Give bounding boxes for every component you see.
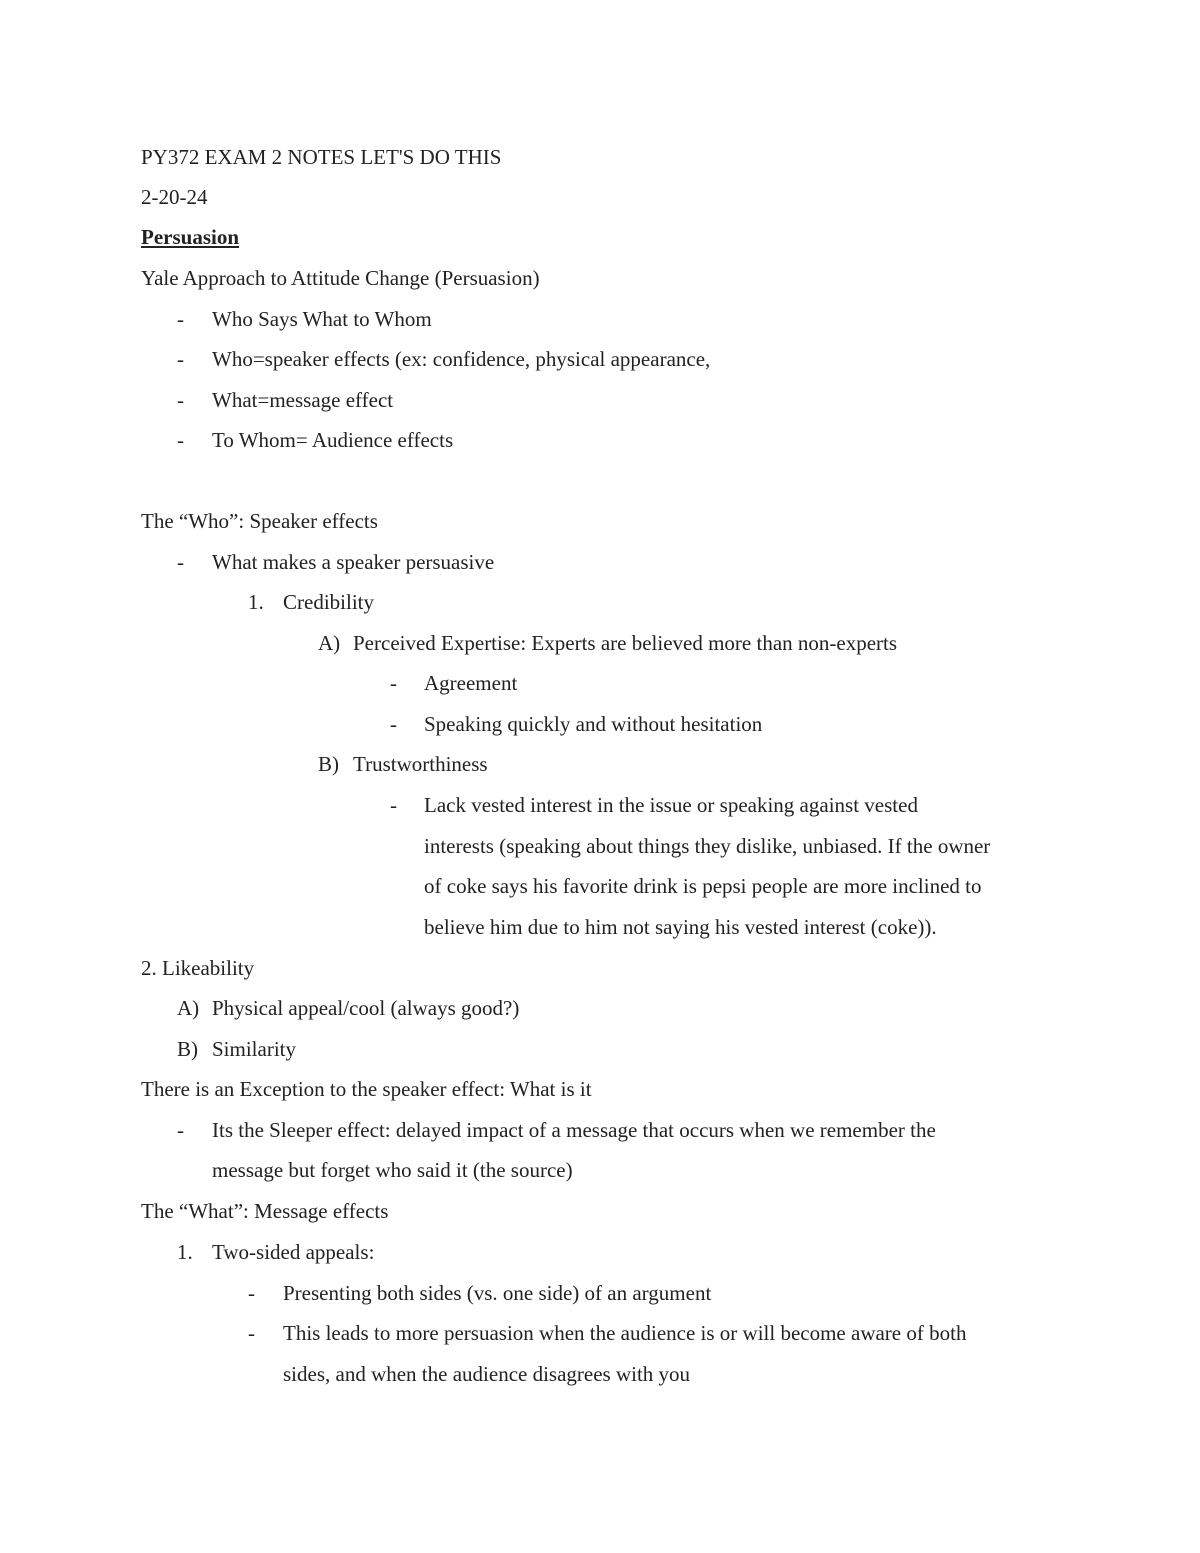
two-sided-bullet-line: This leads to more persuasion when the audience is or will become aware of both bbox=[283, 1321, 967, 1345]
yale-bullet: To Whom= Audience effects bbox=[212, 428, 454, 452]
similarity-label: Similarity bbox=[212, 1037, 296, 1061]
bullet-dash: - bbox=[177, 307, 184, 331]
trust-bullet-line: of coke says his favorite drink is pepsi people are more inclined to bbox=[424, 874, 982, 898]
list-number: 1. bbox=[177, 1240, 193, 1264]
bullet-dash: - bbox=[177, 388, 184, 412]
bullet-dash: - bbox=[390, 712, 397, 736]
sleeper-bullet-line: message but forget who said it (the source) bbox=[212, 1158, 573, 1182]
two-sided-bullet: Presenting both sides (vs. one side) of an argument bbox=[283, 1281, 712, 1305]
expertise-bullet: Speaking quickly and without hesitation bbox=[424, 712, 763, 736]
bullet-dash: - bbox=[177, 347, 184, 371]
yale-bullet: What=message effect bbox=[212, 388, 394, 412]
trust-bullet-line: believe him due to him not saying his vested interest (coke)). bbox=[424, 915, 937, 939]
two-sided-label: Two-sided appeals: bbox=[212, 1240, 375, 1264]
credibility-label: Credibility bbox=[283, 590, 374, 614]
expertise-bullet: Agreement bbox=[424, 671, 518, 695]
trust-bullet-line: Lack vested interest in the issue or speaking against vested bbox=[424, 793, 918, 817]
list-letter: A) bbox=[318, 631, 341, 655]
document-title: PY372 EXAM 2 NOTES LET'S DO THIS bbox=[141, 145, 502, 169]
physical-appeal-label: Physical appeal/cool (always good?) bbox=[212, 996, 520, 1020]
trustworthiness-label: Trustworthiness bbox=[353, 752, 488, 776]
bullet-dash: - bbox=[390, 793, 397, 817]
what-heading: The “What”: Message effects bbox=[141, 1199, 389, 1223]
section-heading: Persuasion bbox=[141, 225, 240, 249]
who-heading: The “Who”: Speaker effects bbox=[141, 509, 378, 533]
expertise-label: Perceived Expertise: Experts are believed more than non-experts bbox=[353, 631, 898, 655]
bullet-dash: - bbox=[177, 1118, 184, 1142]
yale-bullet: Who Says What to Whom bbox=[212, 307, 432, 331]
list-letter: B) bbox=[177, 1037, 198, 1061]
yale-intro: Yale Approach to Attitude Change (Persuasion) bbox=[141, 266, 540, 290]
trust-bullet-line: interests (speaking about things they dislike, unbiased. If the owner bbox=[424, 834, 991, 858]
two-sided-bullet-line: sides, and when the audience disagrees with you bbox=[283, 1362, 691, 1386]
exception-line: There is an Exception to the speaker effect: What is it bbox=[141, 1077, 592, 1101]
bullet-dash: - bbox=[177, 550, 184, 574]
bullet-dash: - bbox=[177, 428, 184, 452]
bullet-dash: - bbox=[390, 671, 397, 695]
yale-bullet: Who=speaker effects (ex: confidence, physical appearance, bbox=[212, 347, 711, 371]
document-date: 2-20-24 bbox=[141, 185, 208, 209]
list-letter: B) bbox=[318, 752, 339, 776]
sleeper-bullet-line: Its the Sleeper effect: delayed impact of a message that occurs when we remember the bbox=[212, 1118, 936, 1142]
bullet-dash: - bbox=[248, 1281, 255, 1305]
who-bullet: What makes a speaker persuasive bbox=[212, 550, 495, 574]
likeability-label: 2. Likeability bbox=[141, 956, 255, 980]
list-letter: A) bbox=[177, 996, 200, 1020]
list-number: 1. bbox=[248, 590, 264, 614]
bullet-dash: - bbox=[248, 1321, 255, 1345]
